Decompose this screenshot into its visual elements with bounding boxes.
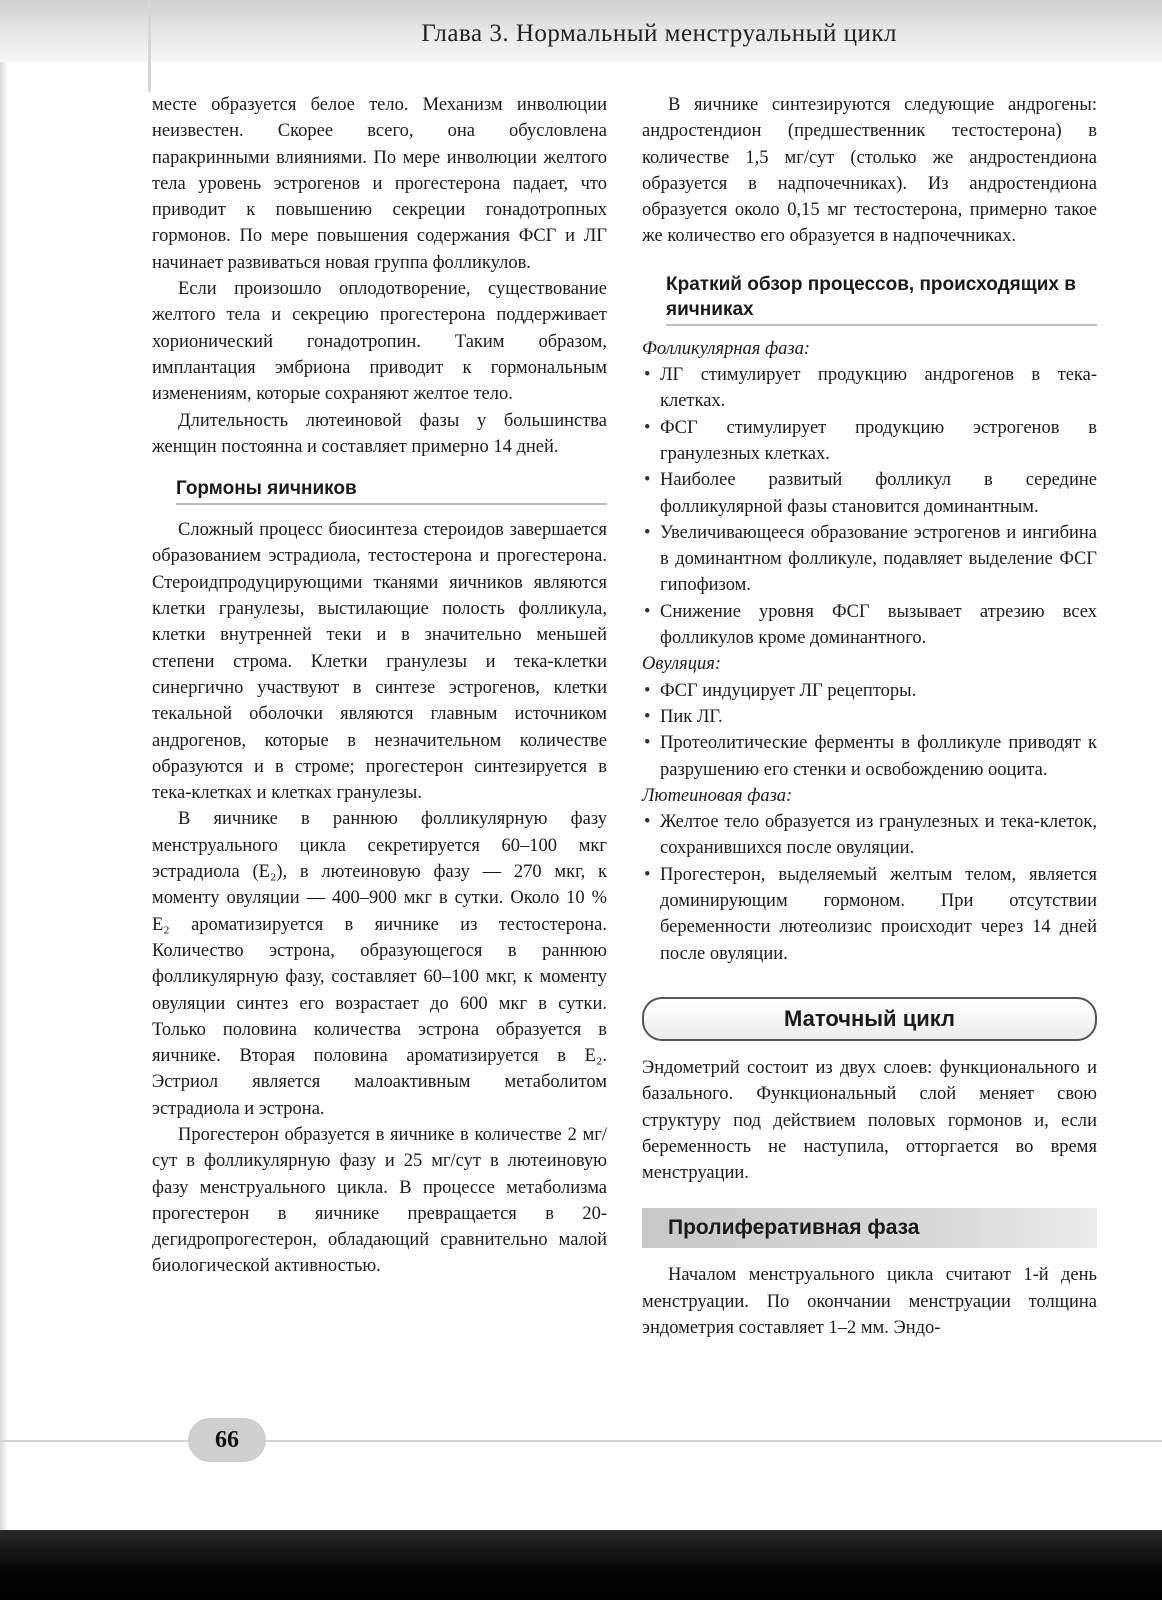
phase-title: Фолликулярная фаза: [642,338,810,359]
header-rule [148,0,151,92]
paragraph: Длительность лютеиновой фазы у большинства женщин постоянна и составляет примерно 14 дней. [152,410,607,457]
bullet-list [642,809,1097,967]
list-item: • ФСГ индуцирует ЛГ рецепторы. [642,678,1097,704]
list-item: • Протеолитические ферменты в фолликуле приводят к разрушению его стенки и освобождению ооцита. [642,730,1097,783]
bullet-list [642,678,1097,783]
paragraph: Сложный процесс биосинтеза стероидов завершается образованием эстрадиола, тестостерона и прогестерона. Стероидпродуцирующими тканями яичников являются клетки гранулезы, выстилающие полость фолликула, клетки внутренней теки и в значительно меньшей степени строма. Клетки гранулезы и тека-клетки синергично участвуют в синтезе эстрогенов, клетки текальной оболочки являются главным источником андрогенов, которые в незначительном количестве образуются и в строме; прогестерон синтезируется в тека-клетках и клетках гранулезы. [152,520,607,804]
subheading-ovarian-hormones: Гормоны яичников [176,476,607,505]
list-item: • Снижение уровня ФСГ вызывает атрезию всех фолликулов кроме доминантного. [642,599,1097,652]
phase-title: Лютеиновая фаза: [642,785,793,806]
section-title-box [642,997,1097,1041]
list-item: • Увеличивающееся образование эстрогенов и ингибина в доминантном фолликуле, подавляет выделение ФСГ гипофизом. [642,520,1097,599]
subsection-band [642,1208,1097,1248]
left-column [152,92,607,1280]
paragraph: Началом менструального цикла считают 1-й день менструации. По окончании менструации толщина эндометрия составляет 1–2 мм. Эндо- [642,1265,1097,1338]
page-number-tab [188,1418,266,1462]
list-item: • ФСГ стимулирует продукцию эстрогенов в гранулезных клетках. [642,415,1097,468]
paragraph: Эндометрий состоит из двух слоев: функционального и базального. Функциональный слой меняет свою структуру под действием половых гормонов и, если беременность не наступила, отторгается во время менструации. [642,1057,1097,1184]
page-edge-shadow [0,0,8,1600]
list-item: • Наиболее развитый фолликул в середине фолликулярной фазы становится доминантным. [642,467,1097,520]
subsection-title: Пролиферативная фаза [668,1216,920,1240]
list-item: • Прогестерон, выделяемый желтым телом, является доминирующим гормоном. При отсутствии беременности лютеолизис происходит через 14 дней после овуляции. [642,862,1097,967]
paragraph: месте образуется белое тело. Механизм инволюции неизвестен. Скорее всего, она обусловлена паракринными влияниями. По мере инволюции желтого тела уровень эстрогенов и прогестерона падает, что приводит к повышению секреции гонадотропных гормонов. По мере повышения содержания ФСГ и ЛГ начинает развиваться новая группа фолликулов. [152,95,607,273]
list-item: • Пик ЛГ. [642,704,1097,730]
paragraph: В яичнике синтезируются следующие андрогены: андростендион (предшественник тестостерона) в количестве 1,5 мг/сут (столько же андростендиона образуется в надпочечниках). Из андростендиона образуется около 0,15 мг тестостерона, примерно такое же количество его образуется в надпочечниках. [642,95,1097,247]
section-title: Маточный цикл [784,1005,955,1031]
page-number: 66 [215,1426,239,1453]
footer-rule [0,1440,1162,1442]
paragraph: В яичнике в раннюю фолликулярную фазу менструального цикла секретируется 60–100 мкг эстрадиола (E₂), в лютеиновую фазу — 270 мкг, к моменту овуляции — 400–900 мкг в сутки. Около 10 % E₂ ароматизируется в яичнике из тестостерона. Количество эстрона, образующегося в раннюю фолликулярную фазу, составляет 60–100 мкг, к моменту овуляции синтез его возрастает до 600 мкг в сутки. Только половина количества эстрона образуется в яичнике. Вторая половина ароматизируется в E₂. Эстриол является малоактивным метаболитом эстрадиола и эстрона. [152,809,607,1119]
list-item: • Желтое тело образуется из гранулезных и тека-клеток, сохранившихся после овуляции. [642,809,1097,862]
scan-bottom-edge [0,1530,1162,1600]
paragraph: Если произошло оплодотворение, существование желтого тела и секрецию прогестерона поддерживает хорионический гонадотропин. Таким образом, имплантация эмбриона приводит к гормональным изменениям, которые сохраняют желтое тело. [152,279,607,405]
running-title: Глава 3. Нормальный менструальный цикл [421,20,897,47]
right-column [642,92,1097,1341]
bullet-list [642,362,1097,651]
phase-title: Овуляция: [642,654,722,675]
subheading-ovary-overview: Краткий обзор процессов, происходящих в яичниках [666,272,1097,326]
paragraph: Прогестерон образуется в яичнике в количестве 2 мг/сут в фолликулярную фазу и 25 мг/сут в лютеиновую фазу менструального цикла. В процессе метаболизма прогестерон в яичнике превращается в 20-дегидропрогестерон, обладающий сравнительно малой биологической активностью. [152,1124,607,1277]
list-item: • ЛГ стимулирует продукцию андрогенов в тека-клетках. [642,362,1097,415]
